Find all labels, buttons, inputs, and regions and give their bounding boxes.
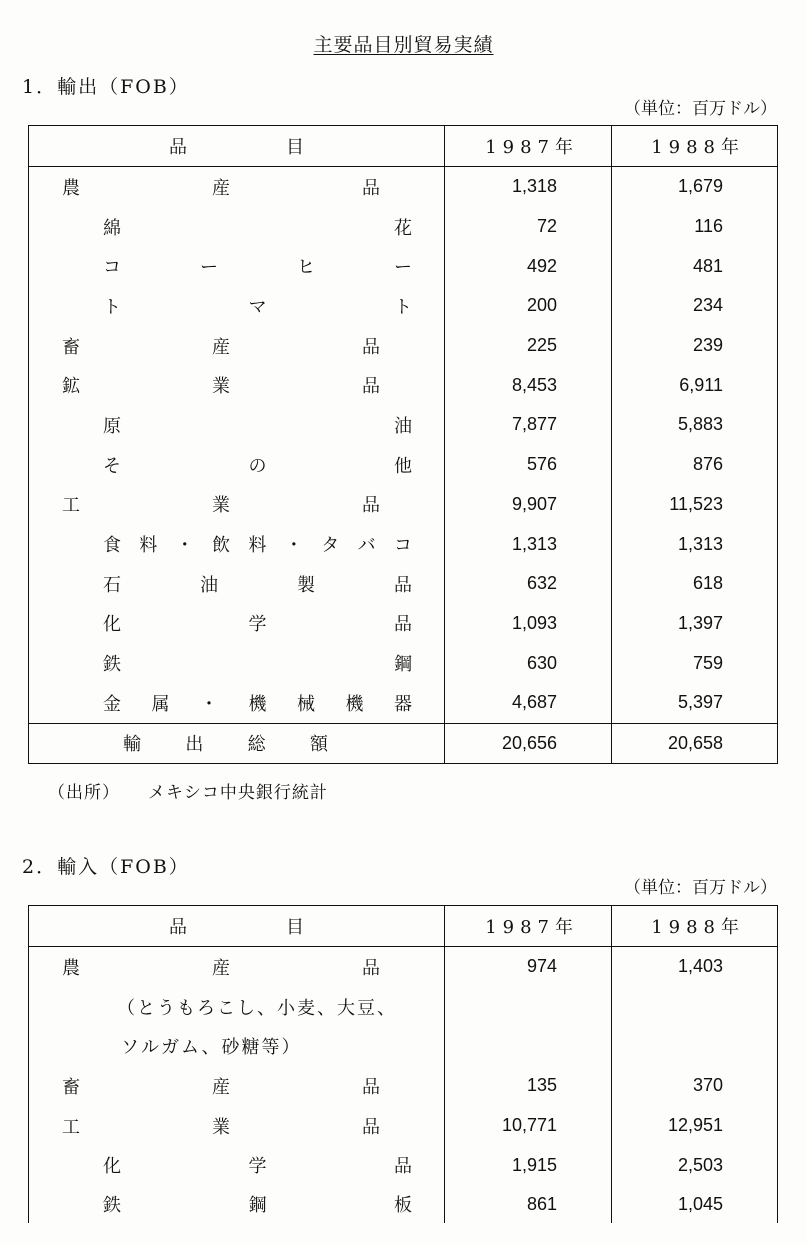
value-1988	[612, 1026, 778, 1066]
item-name-char: 産	[212, 336, 230, 358]
value-1988: 2,503	[612, 1145, 778, 1185]
value-1988: 876	[612, 445, 778, 485]
item-name-cell	[29, 1145, 445, 1185]
item-name-char: 品	[362, 495, 380, 517]
year-1988-header: 1988年	[612, 126, 778, 167]
total-label-char: 出	[185, 734, 204, 756]
item-name-char: 鉱	[62, 376, 80, 398]
item-name-cell	[29, 167, 445, 207]
item-name-cell	[29, 564, 445, 604]
item-name-char: 品	[362, 1076, 380, 1098]
item-name-char: 石	[103, 574, 121, 596]
item-name-char: 学	[248, 614, 267, 636]
item-name-cell	[29, 1026, 445, 1066]
item-name	[103, 531, 412, 557]
table-row	[29, 947, 778, 987]
item-name-char: 料	[248, 535, 267, 557]
item-name-char: 油	[394, 415, 412, 437]
document-title	[0, 30, 807, 57]
item-name-cell	[29, 1106, 445, 1146]
item-name-char: 業	[212, 1116, 230, 1138]
value-1988: 1,403	[612, 947, 778, 987]
item-name-char: ・	[200, 693, 218, 715]
item-name-char: ・	[175, 535, 194, 557]
item-name	[103, 214, 412, 240]
value-1988: 481	[612, 246, 778, 286]
table-row	[29, 246, 778, 286]
item-name	[103, 293, 412, 319]
table-row	[29, 326, 778, 366]
item-name-char: 機	[345, 693, 364, 715]
item-name-char: 品	[394, 1156, 412, 1178]
table-row	[29, 286, 778, 326]
table-row	[29, 1145, 778, 1185]
header-char: 品	[169, 917, 187, 938]
item-name-char: 畜	[62, 336, 80, 358]
item-name-cell	[29, 405, 445, 445]
item-name-char: ー	[200, 257, 218, 279]
value-1987	[445, 1026, 612, 1066]
item-name-cell	[29, 485, 445, 525]
item-name-char: 飲	[212, 535, 231, 557]
item-name-char: 鋼	[394, 654, 412, 676]
value-1988: 6,911	[612, 365, 778, 405]
item-name-char: 品	[362, 957, 380, 979]
item-name-char: 綿	[103, 217, 121, 239]
header-char: 目	[286, 137, 304, 158]
item-name-char: 産	[212, 957, 230, 979]
import-table-header	[29, 906, 778, 947]
item-name-char: 化	[103, 1156, 121, 1178]
item-note: （とうもろこし、小麦、大豆、	[117, 997, 397, 1019]
table-row	[29, 1106, 778, 1146]
item-name	[103, 610, 412, 636]
table-row	[29, 485, 778, 525]
value-1988	[612, 987, 778, 1027]
item-name-char: 業	[212, 376, 230, 398]
item-name-char: タ	[321, 535, 340, 557]
item-name-cell	[29, 445, 445, 485]
item-name-char: マ	[248, 296, 267, 318]
value-1988: 12,951	[612, 1106, 778, 1146]
table-row	[29, 987, 778, 1027]
value-1988: 116	[612, 207, 778, 247]
item-name	[62, 333, 380, 359]
value-1987: 632	[445, 564, 612, 604]
total-label-cell	[29, 723, 445, 764]
item-name	[103, 412, 412, 438]
item-name-cell	[29, 207, 445, 247]
item-name-char: 農	[62, 957, 80, 979]
item-name-cell	[29, 246, 445, 286]
item-name-char: ト	[103, 296, 121, 318]
item-name-cell	[29, 643, 445, 683]
source-text: メキシコ中央銀行統計	[148, 783, 328, 803]
item-name-char: 原	[103, 415, 121, 437]
item-name-char: バ	[357, 535, 376, 557]
total-row	[29, 723, 778, 764]
import-unit-label: （単位：百万ドル）	[624, 878, 777, 898]
total-label-char: 額	[309, 734, 328, 756]
item-name	[62, 372, 380, 398]
item-name-cell	[29, 987, 445, 1027]
item-name-char: 属	[151, 693, 170, 715]
item-name-char: 食	[103, 535, 121, 557]
export-unit-label: （単位：百万ドル）	[624, 99, 777, 119]
value-1987: 630	[445, 643, 612, 683]
item-name-char: ヒ	[297, 257, 315, 279]
item-name	[62, 1073, 380, 1099]
value-1988: 239	[612, 326, 778, 366]
value-1987: 225	[445, 326, 612, 366]
item-name	[103, 690, 412, 716]
item-name-char: 板	[394, 1195, 412, 1217]
item-name-char: 品	[362, 376, 380, 398]
item-name-char: 品	[394, 574, 412, 596]
item-name	[62, 491, 380, 517]
table-row	[29, 604, 778, 644]
table-row	[29, 564, 778, 604]
value-1987: 135	[445, 1066, 612, 1106]
value-1987: 861	[445, 1185, 612, 1223]
value-1988: 11,523	[612, 485, 778, 525]
table-row	[29, 1026, 778, 1066]
value-1988: 759	[612, 643, 778, 683]
item-name	[103, 571, 412, 597]
header-char: 目	[286, 917, 304, 938]
table-row	[29, 1066, 778, 1106]
total-value-1987: 20,656	[445, 723, 612, 764]
item-name-char: そ	[103, 455, 121, 477]
header-char: 品	[169, 137, 187, 158]
table-row	[29, 405, 778, 445]
item-name-char: 製	[297, 574, 315, 596]
total-value-1988: 20,658	[612, 723, 778, 764]
value-1988: 5,397	[612, 683, 778, 723]
item-name-char: 畜	[62, 1076, 80, 1098]
value-1987: 576	[445, 445, 612, 485]
item-name-char: 他	[394, 455, 412, 477]
value-1987: 974	[445, 947, 612, 987]
value-1987: 4,687	[445, 683, 612, 723]
import-table	[28, 905, 778, 1223]
table-row	[29, 207, 778, 247]
table-row	[29, 365, 778, 405]
item-name	[62, 1113, 380, 1139]
item-name	[103, 253, 412, 279]
item-name-cell	[29, 1066, 445, 1106]
document-title-text: 主要品目別貿易実績	[313, 34, 494, 56]
table-row	[29, 524, 778, 564]
item-name-char: の	[248, 455, 267, 477]
source-label: （出所）	[48, 783, 120, 803]
item-name-char: 学	[248, 1156, 267, 1178]
item-name-cell	[29, 604, 445, 644]
item-name-char: 花	[394, 217, 412, 239]
item-name-char: 産	[212, 177, 230, 199]
total-label-char: 輸	[123, 734, 141, 756]
item-note: ソルガム、砂糖等）	[121, 1037, 302, 1059]
value-1987: 1,313	[445, 524, 612, 564]
item-name-char: 農	[62, 177, 80, 199]
value-1988: 1,313	[612, 524, 778, 564]
item-name	[103, 650, 412, 676]
item-name-char: 械	[297, 693, 315, 715]
item-name-char: 油	[200, 574, 218, 596]
value-1987: 9,907	[445, 485, 612, 525]
export-heading: 1．輸出（FOB）	[22, 76, 190, 98]
item-name-cell	[29, 524, 445, 564]
table-row	[29, 1185, 778, 1223]
value-1988: 1,679	[612, 167, 778, 207]
source-note	[48, 778, 328, 803]
item-name-char: 金	[103, 693, 121, 715]
value-1987: 1,093	[445, 604, 612, 644]
value-1988: 1,397	[612, 604, 778, 644]
year-1988-header: 1988年	[612, 906, 778, 947]
item-name-char: 化	[103, 614, 121, 636]
item-name-cell	[29, 947, 445, 987]
item-name-char: ト	[394, 296, 412, 318]
value-1987: 7,877	[445, 405, 612, 445]
value-1987: 200	[445, 286, 612, 326]
value-1988: 5,883	[612, 405, 778, 445]
item-column-header	[29, 906, 445, 947]
item-name-char: 工	[62, 1116, 80, 1138]
item-name-cell	[29, 286, 445, 326]
item-name	[62, 954, 380, 980]
total-label	[123, 730, 328, 756]
item-name-char: ー	[394, 257, 412, 279]
item-name	[62, 174, 380, 200]
value-1988: 370	[612, 1066, 778, 1106]
export-table	[28, 125, 778, 764]
item-name	[103, 1152, 412, 1178]
table-row	[29, 683, 778, 723]
value-1987: 1,915	[445, 1145, 612, 1185]
item-name-char: 工	[62, 495, 80, 517]
item-name-char: 鉄	[103, 654, 121, 676]
value-1987: 1,318	[445, 167, 612, 207]
year-1987-header: 1987年	[445, 126, 612, 167]
export-table-header	[29, 126, 778, 167]
item-name-char: 機	[248, 693, 267, 715]
value-1987	[445, 987, 612, 1027]
value-1988: 234	[612, 286, 778, 326]
item-name-char: 品	[362, 1116, 380, 1138]
item-name-char: 業	[212, 495, 230, 517]
value-1987: 10,771	[445, 1106, 612, 1146]
year-1987-header: 1987年	[445, 906, 612, 947]
item-name-char: ・	[284, 535, 303, 557]
value-1987: 8,453	[445, 365, 612, 405]
table-row	[29, 167, 778, 207]
value-1988: 1,045	[612, 1185, 778, 1223]
table-row	[29, 445, 778, 485]
item-name-char: 産	[212, 1076, 230, 1098]
item-name	[103, 452, 412, 478]
item-name-cell	[29, 365, 445, 405]
item-name-char: 料	[139, 535, 158, 557]
item-name-cell	[29, 683, 445, 723]
item-name-cell	[29, 326, 445, 366]
item-name	[103, 1191, 412, 1217]
item-name-cell	[29, 1185, 445, 1223]
item-name-char: コ	[394, 535, 412, 557]
item-name-char: 鉄	[103, 1195, 121, 1217]
item-name-char: 品	[362, 177, 380, 199]
item-name-char: 鋼	[248, 1195, 267, 1217]
value-1987: 72	[445, 207, 612, 247]
total-label-char: 総	[247, 734, 266, 756]
table-row	[29, 643, 778, 683]
value-1987: 492	[445, 246, 612, 286]
item-name-char: 器	[394, 693, 412, 715]
item-column-header	[29, 126, 445, 167]
item-name-char: コ	[103, 257, 121, 279]
item-name-char: 品	[362, 336, 380, 358]
value-1988: 618	[612, 564, 778, 604]
import-heading: 2．輸入（FOB）	[22, 856, 190, 878]
item-name-char: 品	[394, 614, 412, 636]
